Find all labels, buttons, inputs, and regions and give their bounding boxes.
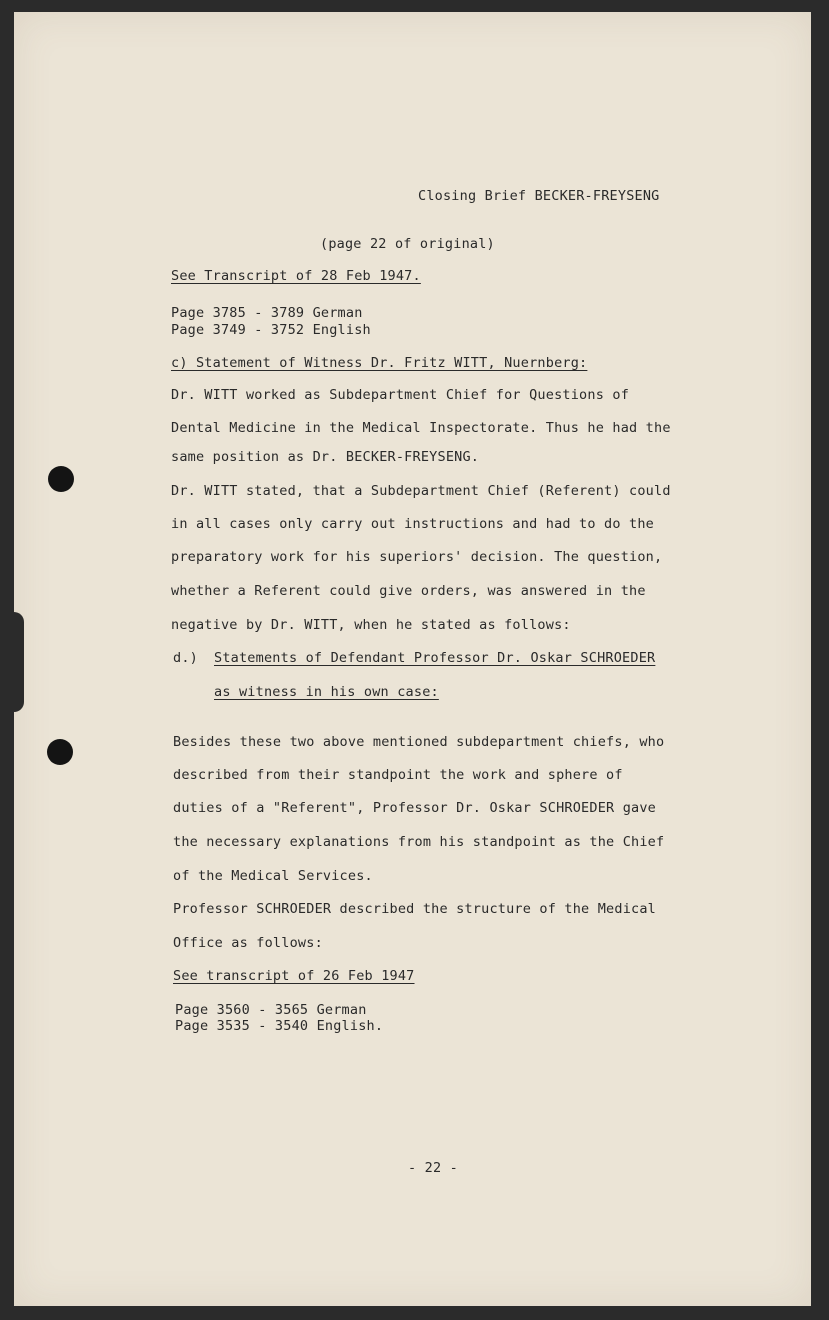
section-d-line: duties of a "Referent", Professor Dr. Oskar SCHROEDER gave xyxy=(173,800,657,816)
section-c-line: negative by Dr. WITT, when he stated as follows: xyxy=(171,617,571,633)
page-edge-notch xyxy=(14,612,24,712)
section-d-line: described from their standpoint the work and sphere of xyxy=(173,767,623,783)
transcript-heading-2: See transcript of 26 Feb 1947 xyxy=(173,968,415,984)
section-d-line: Office as follows: xyxy=(173,935,323,951)
section-d-marker: d.) xyxy=(173,650,198,666)
transcript-2-page-german: Page 3560 - 3565 German xyxy=(175,1002,367,1018)
section-c-line: Dr. WITT stated, that a Subdepartment Chief (Referent) could xyxy=(171,483,671,499)
section-d-line: the necessary explanations from his standpoint as the Chief xyxy=(173,834,665,850)
punch-hole-bottom xyxy=(47,739,73,765)
punch-hole-top xyxy=(48,466,74,492)
transcript-1-page-english: Page 3749 - 3752 English xyxy=(171,322,371,338)
section-c-line: Dr. WITT worked as Subdepartment Chief for Questions of xyxy=(171,387,630,403)
page-reference: (page 22 of original) xyxy=(320,236,495,252)
section-d-line: of the Medical Services. xyxy=(173,868,373,884)
transcript-2-page-english: Page 3535 - 3540 English. xyxy=(175,1018,384,1034)
section-d-line: Professor SCHROEDER described the structure of the Medical xyxy=(173,901,657,917)
document-title: Closing Brief BECKER-FREYSENG xyxy=(418,188,660,204)
section-d-heading-line1: Statements of Defendant Professor Dr. Oskar SCHROEDER xyxy=(214,650,656,666)
section-c-line: same position as Dr. BECKER-FREYSENG. xyxy=(171,449,480,465)
section-c-line: Dental Medicine in the Medical Inspectorate. Thus he had the xyxy=(171,420,671,436)
section-c-heading: c) Statement of Witness Dr. Fritz WITT, Nuernberg: xyxy=(171,355,588,371)
transcript-1-page-german: Page 3785 - 3789 German xyxy=(171,305,363,321)
section-d-line: Besides these two above mentioned subdepartment chiefs, who xyxy=(173,734,665,750)
section-c-line: whether a Referent could give orders, was answered in the xyxy=(171,583,646,599)
transcript-heading-1: See Transcript of 28 Feb 1947. xyxy=(171,268,421,284)
page-number: - 22 - xyxy=(408,1160,458,1176)
section-c-line: in all cases only carry out instructions and had to do the xyxy=(171,516,655,532)
section-c-line: preparatory work for his superiors' decision. The question, xyxy=(171,549,663,565)
section-d-heading-line2: as witness in his own case: xyxy=(214,684,439,700)
